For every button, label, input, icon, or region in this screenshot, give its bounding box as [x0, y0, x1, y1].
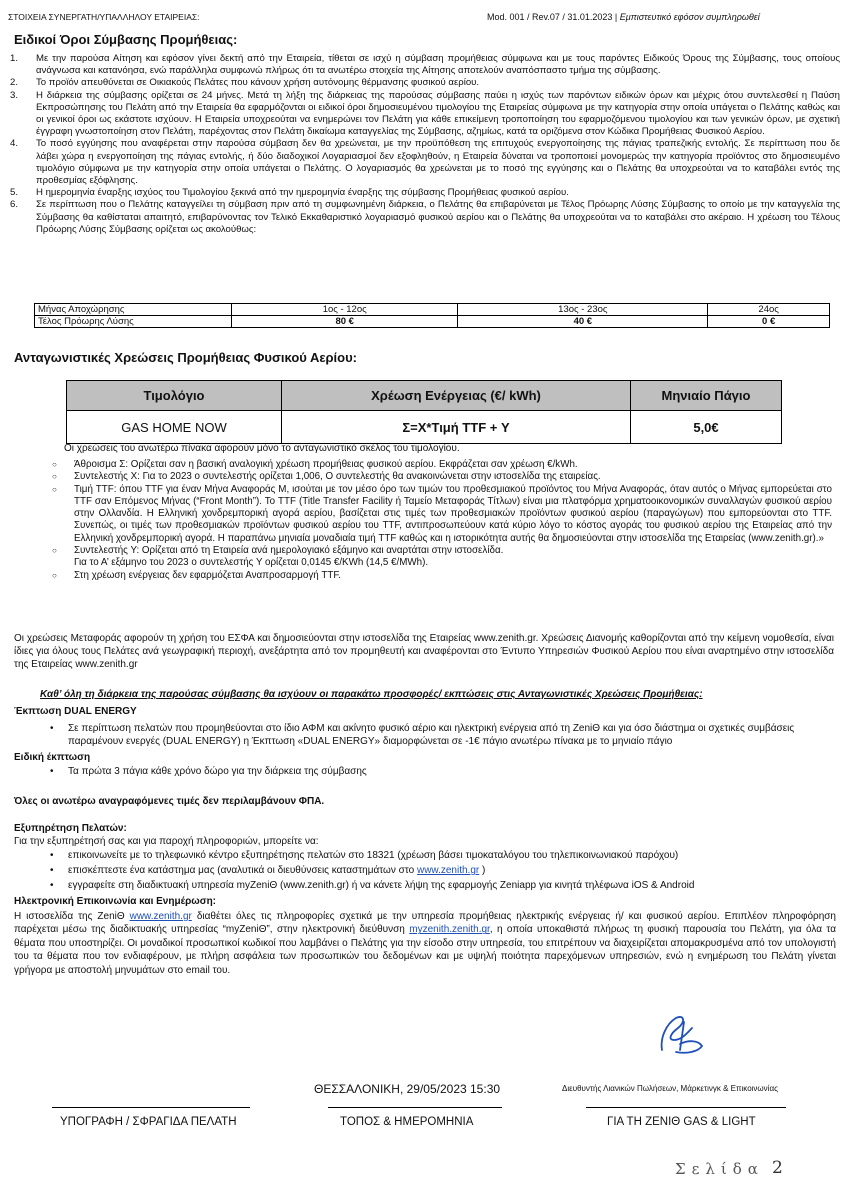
customer-service-intro: Για την εξυπηρέτησή σας και για παροχή πληροφοριών, μπορείτε να: — [14, 836, 319, 847]
tariff-definitions-list — [52, 459, 832, 582]
page-number: 2 — [772, 1158, 783, 1178]
bullet-icon: • — [50, 723, 54, 734]
signature-line-place — [328, 1107, 502, 1108]
tariff-name: GAS HOME NOW — [67, 411, 282, 444]
col-header-monthly-fee: Μηνιαίο Πάγιο — [631, 381, 782, 411]
month-cell: 13ος - 23ος — [458, 304, 708, 316]
month-cell: 1ος - 12ος — [232, 304, 458, 316]
form-ref-code: Mod. 001 / Rev.07 / 31.01.2023 | — [487, 12, 618, 22]
table-row — [67, 411, 782, 444]
table-row — [35, 304, 830, 316]
special-discount-item: • Τα πρώτα 3 πάγια κάθε χρόνο δώρο για την διάρκεια της σύμβασης — [50, 766, 367, 777]
term-item: 5. Η ημερομηνία έναρξης ισχύος του Τιμολογίου ξεκινά από την ημερομηνία έναρξης της σύμβασης Προμήθειας φυσικού αερίου. — [10, 187, 569, 199]
list-item: ○ Στη χρέωση ενέργειας δεν εφαρμόζεται Αναπροσαρμογή TTF. — [52, 569, 341, 581]
tariff-note: Οι χρεώσεις του ανωτέρω πίνακα αφορούν μόνο το ανταγωνιστικό σκέλος του τιμολογίου. — [64, 443, 460, 454]
monthly-fee-value: 5,0€ — [631, 411, 782, 444]
row-label-month: Μήνας Αποχώρησης — [35, 304, 232, 316]
term-item: 3. Η διάρκεια της σύμβασης ορίζεται σε 24 μήνες. Μετά τη λήξη της διάρκειας της παρούσας σύμβασης παύει η ισχύς των παρόντων ειδικών όρων και μέχρις ότου συντελεσθεί η Παύση Εκπροσώπησης του Πελάτη από την Εταιρεία θα εφαρμόζονται οι ειδικοί όροι δημοσιευμένου τιμολογίου της Εταιρείας σύμφωνα με την κατηγορία στην οποία υπάγεται ο Πελάτης καθώς και οι γενικοί όροι ως εκάστοτε ισχύουν. Η Εταιρεία υποχρεούται να ενημερώνει τον Πελάτη για κάθε επικείμενη τροποποίηση του εφαρμοζόμενου τιμολογίου και των γενικών όρων, με σχετική έγγραφη γνωστοποίηση στον Πελάτη, παρέχοντας στον Πελάτη δικαίωμα καταγγελίας της Σύμβασης, αζημίως, κατά τα οριζόμενα στον Κώδικα Προμήθειας Φυσικού Αερίου. — [10, 89, 840, 138]
energy-charge-formula: Σ=Χ*Τιμή TTF + Υ — [282, 411, 631, 444]
signature-line-company — [586, 1107, 786, 1108]
month-cell: 24ος — [708, 304, 830, 316]
list-item: • εγγραφείτε στη διαδικτυακή υπηρεσία myZeniΘ (www.zenith.gr) ή να κάνετε λήψη της εφαρμογής Zeniapp για κινητά τηλέφωνα iOS & Android — [50, 880, 695, 891]
circle-bullet-icon: ○ — [52, 570, 57, 580]
place-date-label: ΤΟΠΟΣ & ΗΜΕΡΟΜΗΝΙΑ — [340, 1116, 474, 1128]
offers-title: Καθ’ όλη τη διάρκεια της παρούσας σύμβασης θα ισχύουν οι παρακάτω προσφορές/ εκπτώσεις στις Ανταγωνιστικές Χρεώσεις Προμήθειας: — [40, 689, 703, 700]
zenith-website-link[interactable]: www.zenith.gr — [416, 865, 480, 876]
list-item: • επικοινωνείτε με το τηλεφωνικό κέντρο εξυπηρέτησης πελατών στο 18321 (χρέωση βάσει τιμοκαταλόγου του τηλεπικοινωνιακού παρόχου) — [50, 850, 679, 861]
list-item: • επισκέπτεστε ένα κατάστημα μας (αναλυτικά οι διευθύνσεις καταστημάτων στο www.zenith.gr ) — [50, 865, 486, 876]
circle-bullet-icon: ○ — [52, 484, 57, 494]
list-item: ○ Τιμή TTF: όπου TTF για έναν Μήνα Αναφοράς Μ, ισούται με τον μέσο όρο των τιμών του προθεσμιακού προϊόντος του Μήνα Αναφοράς, όταν αυτός ο Μήνας εμπορεύεται στο TTF σαν Επόμενος Μήνας (“Front Month”). Το TTF (Title Transfer Facility ή Ταμείο Μεταφοράς Τίτλων) είναι μια πλατφόρμα χρηματοοικονομικών συναλλαγών φυσικού αερίου στην Ολλανδία. Η Ελληνική χονδρεμπορική αγορά αερίου, βασίζεται στις τιμές των προθεσμιακών προϊόντων φυσικού αερίου (παραγώγων) που εμπορεύονται στο TTF. Συνεπώς, οι τιμές των προθεσμιακών προϊόντων φυσικού αερίου του TTF, αντιπροσωπεύουν κατά κύριο λόγο το κόστος αγοράς του φυσικού αερίου της Εταιρείας από την Ελληνική χονδρεμπορική αγορά. Η παραπάνω μηνιαία μοναδιαία τιμή TTF καθώς και η ιστορικότητα αυτής θα δημοσιεύονται στην ιστοσελίδα της Εταιρείας (www.zenith.gr).» — [52, 483, 832, 544]
company-label: ΓΙΑ ΤΗ ΖΕΝΙΘ GAS & LIGHT — [607, 1116, 756, 1128]
table-row — [35, 316, 830, 328]
director-signature-icon — [640, 1010, 720, 1060]
fee-cell: 80 € — [232, 316, 458, 328]
fee-cell: 0 € — [708, 316, 830, 328]
form-confidential-note: Εμπιστευτικό εφόσον συμπληρωθεί — [619, 12, 760, 22]
client-signature-label: ΥΠΟΓΡΑΦΗ / ΣΦΡΑΓΙΔΑ ΠΕΛΑΤΗ — [60, 1116, 237, 1128]
page-label: Σελίδα — [675, 1160, 764, 1178]
tariff-table — [66, 380, 782, 444]
competitive-charges-title: Ανταγωνιστικές Χρεώσεις Προμήθειας Φυσικού Αερίου: — [14, 350, 358, 365]
circle-bullet-icon: ○ — [52, 460, 57, 469]
list-item: ○ Άθροισμα Σ: Ορίζεται σαν η βασική αναλογική χρέωση προμήθειας φυσικού αερίου. Εκφράζεται σαν χρέωση €/kWh. — [52, 459, 578, 470]
circle-bullet-icon: ○ — [52, 546, 57, 556]
col-header-tariff: Τιμολόγιο — [67, 381, 282, 411]
customer-service-title: Εξυπηρέτηση Πελατών: — [14, 823, 127, 834]
circle-bullet-icon: ○ — [52, 472, 57, 482]
special-terms-title: Ειδικοί Όροι Σύμβασης Προμήθειας: — [14, 32, 238, 47]
header-collaborator-label: ΣΤΟΙΧΕΙΑ ΣΥΝΕΡΓΑΤΗ/ΥΠΑΛΛΗΛΟΥ ΕΤΑΙΡΕΙΑΣ: — [8, 12, 200, 22]
place-and-date: ΘΕΣΣΑΛΟΝΙΚΗ, 29/05/2023 15:30 — [314, 1082, 501, 1096]
special-terms-list — [10, 53, 840, 236]
dual-energy-item: • Σε περίπτωση πελατών που προμηθεύονται στο ίδιο ΑΦΜ και ακίνητο φυσικό αέριο και ηλεκτρική ενέργεια από τη ΖeniΘ και για όσο διάστημα οι σχετικές συμβάσεις παραμένουν ενεργές (DUAL ENERGY) η Έκπτωση «DUAL ENERGY» διαμορφώνεται σε -1€ πάγιο ανωτέρω πίνακα με το μηνιαίο πάγιο — [50, 723, 795, 747]
bullet-icon: • — [50, 880, 54, 891]
list-item: ○ Συντελεστής Χ: Για το 2023 ο συντελεστής ορίζεται 1,006, Ο συντελεστής θα ανακοινώνεται στην ιστοσελίδα της εταιρείας. — [52, 471, 601, 483]
myzenith-link[interactable]: myzenith.zenith.gr — [409, 924, 490, 936]
early-termination-table — [34, 303, 830, 328]
y-factor-value: Για το Α’ εξάμηνο του 2023 ο συντελεστής Υ ορίζεται 0,0145 €/KWh (14,5 €/MWh). — [74, 557, 429, 569]
bullet-icon: • — [50, 850, 54, 861]
term-item: 2. Το προϊόν απευθύνεται σε Οικιακούς Πελάτες που κάνουν χρήση αυτόνομης θέρμανσης φυσικού αερίου. — [10, 77, 480, 89]
signature-line-client — [52, 1107, 250, 1108]
term-item: 4. Το ποσό εγγύησης που αναφέρεται στην παρούσα σύμβαση δεν θα χρεώνεται, με την προϋπόθεση της επιτυχούς ενεργοποίησης της πάγιας τραπεζικής εντολής. Σε περίπτωση που δε λάβει χώρα η ενεργοποίηση της πάγιας εντολής, ή δύο διαδοχικοί Λογαριασμοί δεν εξοφληθούν, η Εταιρεία δύναται να τροποποιεί μονομερώς την κατηγορία προϊόντος στο δημοσιευμένο τιμολόγιο σύμφωνα με την κατηγορία στην οποία υπάγεται ο Πελάτης. Ο λογαριασμός θα χρεώνεται με το ποσό της εγγύησης και ο Πελάτης θα υποχρεούται να το καταβάλει εντός της προθεσμίας εξόφλησης. — [10, 138, 840, 187]
form-reference — [487, 12, 760, 22]
director-title: Διευθυντής Λιανικών Πωλήσεων, Μάρκετινγκ & Επικοινωνίας — [562, 1084, 778, 1093]
fee-cell: 40 € — [458, 316, 708, 328]
electronic-communication-paragraph: Η ιστοσελίδα της ΖeniΘ www.zenith.gr διαθέτει όλες τις πληροφορίες σχετικά με την υπηρεσία προμήθειας ηλεκτρικής ενέργειας ή/ και φυσικού αερίου. Επιπλέον πληροφόρηση παρέχεται μέσω της διαδικτυακής υπηρεσίας “myZeniΘ”, στην ηλεκτρονική διεύθυνση myzenith.zenith.gr, η οποία υποκαθιστά πλήρως τη φυσική παρουσία του Πελάτη, για όλα τα θέματα που υποστηρίζει. Οι μοναδικοί προσωπικοί κωδικοί που λαμβάνει ο Πελάτης για την είσοδο στην υπηρεσία, του επιτρέπουν να διαχειρίζεται απομακρυσμένα από τον υπολογιστή του τα θέματα που τον ενδιαφέρουν, με πλήρη ασφάλεια των προσωπικών του δεδομένων και με υψηλή ποιότητα παρεχόμενων υπηρεσιών, ενώ η ενημέρωση του Πελάτη γίνεται γρήγορα με αποστολή μηνυμάτων στο email του. — [14, 911, 836, 976]
bullet-icon: • — [50, 766, 54, 777]
row-label-fee: Τέλος Πρόωρης Λύσης — [35, 316, 232, 328]
list-item: ○ Συντελεστής Υ: Ορίζεται από τη Εταιρεία ανά ημερολογιακό εξάμηνο και αναρτάται στην ιστοσελίδα. Για το Α’ εξάμηνο του 2023 ο συντελεστής Υ ορίζεται 0,0145 €/KWh (14,5 €/MWh). — [52, 545, 504, 569]
transport-charges-paragraph: Οι χρεώσεις Μεταφοράς αφορούν τη χρήση του ΕΣΦΑ και δημοσιεύονται στην ιστοσελίδα της Εταιρείας www.zenith.gr. Χρεώσεις Διανομής καθορίζονται από την κείμενη νομοθεσία, είναι ίδιες για όλους τους Πελάτες ανά γεωγραφική περιοχή, ανεξάρτητα από τον προμηθευτή και αναφέρονται στο Έντυπο Υπηρεσιών Φυσικού Αερίου που είναι αναρτημένο στην ιστοσελίδα της Εταιρείας www.zenith.gr — [14, 633, 834, 670]
term-item: 6. Σε περίπτωση που ο Πελάτης καταγγείλει τη σύμβαση πριν από τη συμφωνημένη διάρκεια, ο Πελάτης θα επιβαρύνεται με Τέλος Πρόωρης Λύσης Σύμβασης το οποίο με την καταγγελία της Σύμβασης θα καθίσταται απαιτητό, επιβαρύνοντας τον Τελικό Εκκαθαριστικό λογαριασμό φυσικού αερίου και ο Πελάτης θα υποχρεούται να το καταβάλει στο ακέραιο. Η χρέωση του Τέλους Πρόωρης Λύσης Σύμβασης ορίζεται ως ακολούθως: — [10, 199, 840, 235]
zenith-website-link[interactable]: www.zenith.gr — [129, 911, 192, 922]
term-item: 1. Με την παρούσα Αίτηση και εφόσον γίνει δεκτή από την Εταιρεία, τίθεται σε ισχύ η σύμβαση προμήθειας σύμφωνα και με τους παρόντες Ειδικούς Όρους της Σύμβασης, τους οποίους ανάγνωσα και κατανόησα, ενώ παράλληλα συμφωνώ πλήρως ότι τα ανωτέρω στοιχεία της Αίτησης αποτελούν αναπόσπαστο τμήμα της σύμβασης. — [10, 53, 840, 77]
special-discount-title: Ειδική έκπτωση — [14, 752, 91, 763]
dual-energy-title: Έκπτωση DUAL ENERGY — [14, 706, 137, 717]
col-header-energy-charge: Χρέωση Ενέργειας (€/ kWh) — [282, 381, 631, 411]
bullet-icon: • — [50, 865, 54, 876]
electronic-communication-title: Ηλεκτρονική Επικοινωνία και Ενημέρωση: — [14, 896, 217, 907]
table-header-row — [67, 381, 782, 411]
vat-note: Όλες οι ανωτέρω αναγραφόμενες τιμές δεν περιλαμβάνουν ΦΠΑ. — [14, 796, 325, 807]
